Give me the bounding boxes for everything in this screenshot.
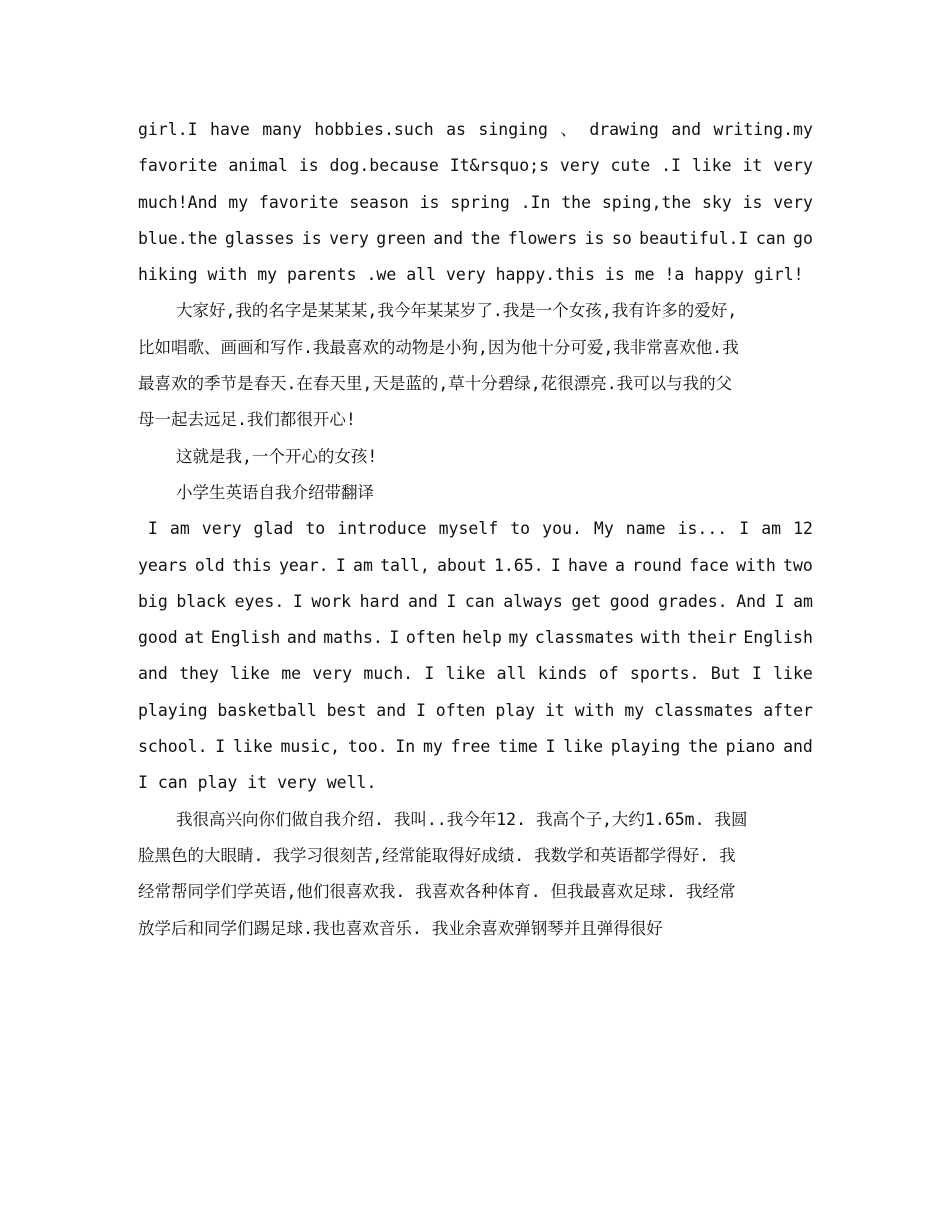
text-line	[138, 765, 813, 801]
word: sping,the	[601, 192, 692, 212]
word: beautiful.I	[639, 228, 749, 248]
word: me	[281, 664, 302, 684]
word: it	[544, 700, 565, 720]
word: introduce	[337, 519, 427, 539]
word: old	[194, 555, 225, 575]
line-text: 放学后和同学们踢足球.我也喜欢音乐. 我业余喜欢弹钢琴并且弹得很好	[138, 918, 663, 938]
line-text: 母一起去远足.我们都很开心!	[138, 410, 356, 430]
word: My	[593, 519, 614, 539]
word: green	[376, 228, 426, 248]
word: writing.my	[713, 120, 813, 139]
word: go	[793, 228, 813, 248]
word: I	[138, 519, 158, 539]
word: favorite	[138, 156, 218, 176]
word: am	[761, 519, 782, 539]
text-line	[138, 548, 813, 584]
text-line	[138, 584, 813, 620]
word: year.	[278, 555, 329, 575]
word: English	[210, 628, 281, 648]
word: myself	[438, 519, 499, 539]
text-line	[138, 693, 813, 729]
word: and	[433, 228, 464, 248]
word: .I	[661, 156, 681, 176]
text-line	[138, 620, 813, 656]
word: it	[742, 156, 763, 176]
text-line	[138, 802, 813, 838]
word: too.	[347, 737, 388, 757]
word: to	[305, 519, 326, 539]
word: spring	[450, 192, 510, 212]
word: to	[510, 519, 531, 539]
word: cute	[610, 156, 651, 176]
word: is	[419, 192, 440, 212]
word: you.	[542, 519, 582, 539]
word: I	[739, 519, 750, 539]
word: and	[376, 700, 407, 720]
word: with	[640, 628, 681, 648]
text-line	[138, 112, 813, 148]
line-text: 最喜欢的季节是春天.在春天里,天是蓝的,草十分碧绿,花很漂亮.我可以与我的父	[138, 374, 733, 394]
word: girl.I	[138, 120, 198, 139]
word: blue.the	[138, 228, 218, 248]
word: glasses	[224, 228, 295, 248]
word: name	[625, 519, 666, 539]
word: school.	[138, 737, 208, 757]
word: their	[687, 628, 737, 648]
word: very	[329, 228, 369, 248]
text-line	[138, 475, 813, 511]
word: very	[312, 664, 353, 684]
text-line	[138, 511, 813, 547]
line-text: 小学生英语自我介绍带翻译	[176, 482, 374, 502]
word: and	[407, 591, 438, 611]
word: piano	[725, 737, 776, 757]
word: very	[559, 156, 600, 176]
word: at	[184, 628, 205, 648]
word: very	[201, 519, 242, 539]
line-text: 我很高兴向你们做自我介绍. 我叫..我今年12. 我高个子,大约1.65m. 我圆	[176, 809, 748, 829]
word: maths.	[323, 628, 383, 648]
text-line	[138, 221, 813, 257]
text-line	[138, 911, 813, 947]
word: is	[298, 156, 319, 176]
word: In	[395, 737, 416, 757]
word: all	[496, 664, 527, 684]
word: I	[550, 555, 561, 575]
word: the	[470, 228, 501, 248]
word: many	[262, 120, 302, 139]
word: very	[773, 156, 813, 176]
word: play	[495, 700, 536, 720]
word: free	[450, 737, 491, 757]
word: English	[743, 628, 813, 648]
word: sky	[702, 192, 732, 212]
word: my	[422, 737, 443, 757]
word: animal	[228, 156, 288, 176]
word: get	[571, 591, 602, 611]
word: and	[783, 737, 813, 757]
word: And	[736, 591, 766, 611]
word: good	[609, 591, 650, 611]
word: can	[755, 228, 786, 248]
word: It&rsquo;s	[449, 156, 550, 176]
word: like	[773, 664, 813, 684]
word: But	[710, 664, 741, 684]
word: help	[462, 628, 502, 648]
word: with	[574, 700, 615, 720]
word: have	[210, 120, 250, 139]
line-text: I can play it very well.	[138, 773, 377, 793]
word: like	[232, 737, 273, 757]
word: basketball	[217, 700, 317, 720]
word: kinds	[537, 664, 588, 684]
word: music,	[280, 737, 341, 757]
word: hard	[359, 591, 400, 611]
line-text: hiking with my parents .we all very happy.this is me !a happy girl!	[138, 265, 804, 285]
word: they	[179, 664, 219, 684]
word: like	[230, 664, 270, 684]
word: a	[615, 555, 625, 575]
word: the	[561, 192, 592, 212]
text-line	[138, 402, 813, 438]
word: face	[689, 555, 729, 575]
line-text: 脸黑色的大眼睛. 我学习很刻苦,经常能取得好成绩. 我数学和英语都学得好. 我	[138, 845, 736, 865]
word: hobbies.such	[314, 120, 434, 139]
paragraph-chinese-intro	[138, 802, 813, 947]
word: and	[286, 628, 317, 648]
word: dog.because	[329, 156, 439, 176]
word: round	[632, 555, 682, 575]
word: I	[415, 700, 426, 720]
word: so	[611, 228, 632, 248]
word: drawing	[589, 120, 659, 139]
word: good	[138, 628, 178, 648]
word: sports.	[629, 664, 700, 684]
word: .In	[520, 192, 551, 212]
word: 、	[560, 120, 577, 139]
section-heading	[138, 475, 813, 511]
line-text: 比如唱歌、画画和写作.我最喜欢的动物是小狗,因为他十分可爱,我非常喜欢他.我	[138, 337, 739, 357]
word: very	[773, 192, 813, 212]
word: is	[584, 228, 605, 248]
word: I	[446, 591, 457, 611]
paragraph-chinese-hobbies	[138, 293, 813, 438]
text-line	[138, 185, 813, 221]
word: much!And	[138, 192, 218, 212]
word: best	[326, 700, 367, 720]
text-line	[138, 148, 813, 184]
word: playing	[610, 737, 681, 757]
word: I	[751, 664, 762, 684]
word: often	[405, 628, 456, 648]
text-line	[138, 293, 813, 329]
word: classmates	[534, 628, 635, 648]
word: with	[736, 555, 776, 575]
word: about	[437, 555, 487, 575]
word: as	[446, 120, 466, 139]
document-body	[138, 112, 813, 947]
word: work	[311, 591, 352, 611]
word: classmates	[654, 700, 754, 720]
line-text: 这就是我,一个开心的女孩!	[176, 446, 378, 466]
word: time	[498, 737, 538, 757]
text-line	[138, 439, 813, 475]
paragraph-english-hobbies	[138, 112, 813, 293]
word: 12	[793, 519, 813, 539]
word: eyes.	[234, 591, 285, 611]
word: I	[292, 591, 303, 611]
text-line	[138, 656, 813, 692]
word: I	[545, 737, 556, 757]
text-line	[138, 838, 813, 874]
paragraph-happy-girl	[138, 439, 813, 475]
word: is	[742, 192, 763, 212]
word: my	[624, 700, 645, 720]
line-text: 大家好,我的名字是某某某,我今年某某岁了.我是一个女孩,我有许多的爱好,	[176, 301, 738, 321]
word: season	[349, 192, 409, 212]
word: of	[598, 664, 619, 684]
word: have	[568, 555, 608, 575]
word: is	[301, 228, 322, 248]
text-line	[138, 366, 813, 402]
word: playing	[138, 700, 208, 720]
word: can	[464, 591, 495, 611]
word: I	[215, 737, 226, 757]
word: singing	[478, 120, 548, 139]
word: often	[435, 700, 486, 720]
word: I	[424, 664, 435, 684]
word: two	[783, 555, 813, 575]
text-line	[138, 729, 813, 765]
word: I	[335, 555, 346, 575]
word: and	[138, 664, 168, 684]
text-line	[138, 874, 813, 910]
word: favorite	[258, 192, 339, 212]
word: like	[445, 664, 486, 684]
word: much.	[363, 664, 414, 684]
word: my	[508, 628, 529, 648]
word: and	[671, 120, 702, 139]
word: I	[389, 628, 400, 648]
word: my	[228, 192, 249, 212]
word: flowers	[507, 228, 578, 248]
word: is...	[677, 519, 728, 539]
word: I	[774, 591, 785, 611]
word: am	[793, 591, 813, 611]
word: glad	[253, 519, 294, 539]
paragraph-english-intro	[138, 511, 813, 801]
word: 1.65.	[493, 555, 544, 575]
word: the	[688, 737, 718, 757]
text-line	[138, 257, 813, 293]
word: like	[563, 737, 604, 757]
word: black	[176, 591, 227, 611]
word: tall,	[380, 555, 430, 575]
line-text: 经常帮同学们学英语,他们很喜欢我. 我喜欢各种体育. 但我最喜欢足球. 我经常	[138, 882, 736, 902]
word: grades.	[658, 591, 728, 611]
word: always	[503, 591, 563, 611]
word: this	[231, 555, 272, 575]
text-line	[138, 330, 813, 366]
word: like	[691, 156, 732, 176]
word: am	[353, 555, 373, 575]
word: years	[138, 555, 188, 575]
word: am	[169, 519, 190, 539]
word: big	[138, 591, 168, 611]
word: after	[763, 700, 813, 720]
